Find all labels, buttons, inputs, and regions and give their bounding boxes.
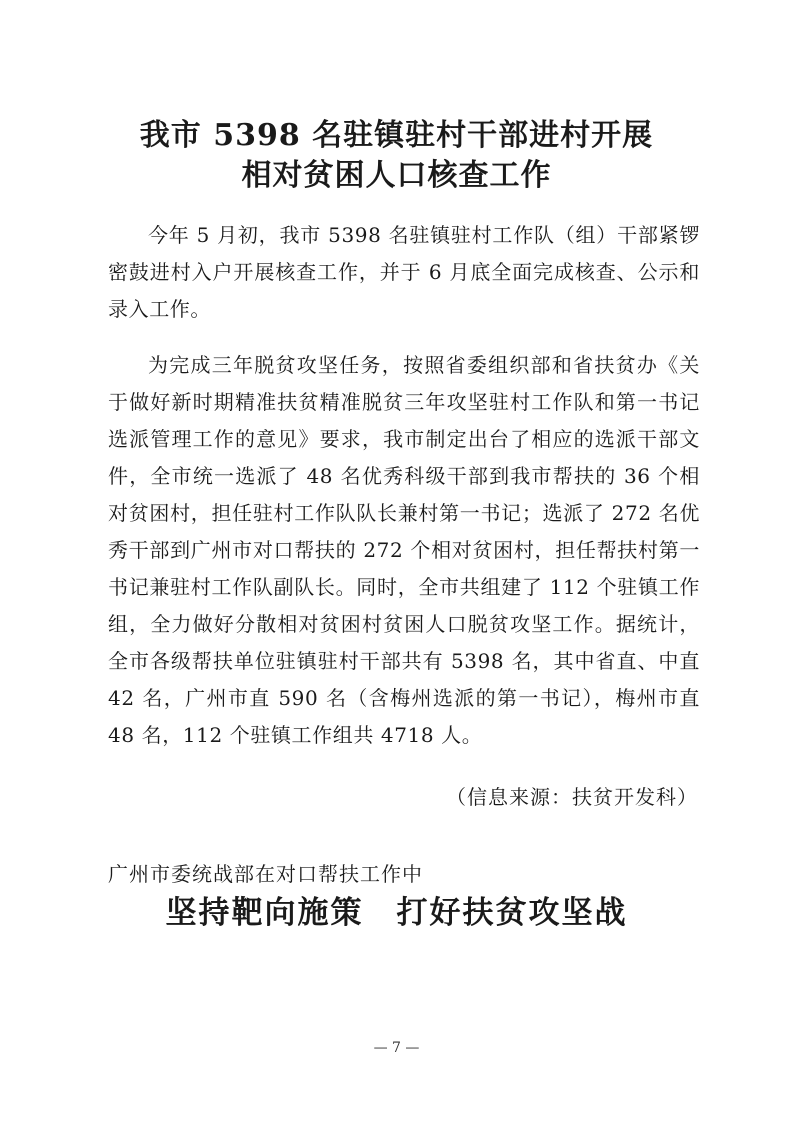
article-title-line-1: 我市 5398 名驻镇驻村干部进村开展: [139, 118, 654, 153]
next-article-subtitle: 广州市委统战部在对口帮扶工作中: [108, 862, 423, 886]
page-number: — 7 —: [373, 1040, 420, 1056]
article-title-line-2: 相对贫困人口核查工作: [241, 158, 552, 193]
article-paragraph-2: 为完成三年脱贫攻坚任务，按照省委组织部和省扶贫办《关于做好新时期精准扶贫精准脱贫三年攻坚驻村工作队和第一书记选派管理工作的意见》要求，我市制定出台了相应的选派干部文件，全市统一选派了 48 名优秀科级干部到我市帮扶的 36 个相对贫困村，担任驻村工作队队长兼村第一书记；选派了 272 名优秀干部到广州市对口帮扶的 272 个相对贫困村，担任帮扶村第一书记兼驻村工作队副队长。同时，全市共组建了 112 个驻镇工作组，全力做好分散相对贫困村贫困人口脱贫攻坚工作。据统计，全市各级帮扶单位驻镇驻村干部共有 5398 名，其中省直、中直 42 名，广州市直 590 名（含梅州选派的第一书记），梅州市直 48 名，112 个驻镇工作组共 4718 人。: [108, 353, 700, 747]
info-source: （信息来源：扶贫开发科）: [446, 785, 698, 809]
next-article-headline: 坚持靶向施策 打好扶贫攻坚战: [165, 895, 628, 931]
article-paragraph-1: 今年 5 月初，我市 5398 名驻镇驻村工作队（组）干部紧锣密鼓进村入户开展核查工作，并于 6 月底全面完成核查、公示和录入工作。: [108, 223, 700, 321]
